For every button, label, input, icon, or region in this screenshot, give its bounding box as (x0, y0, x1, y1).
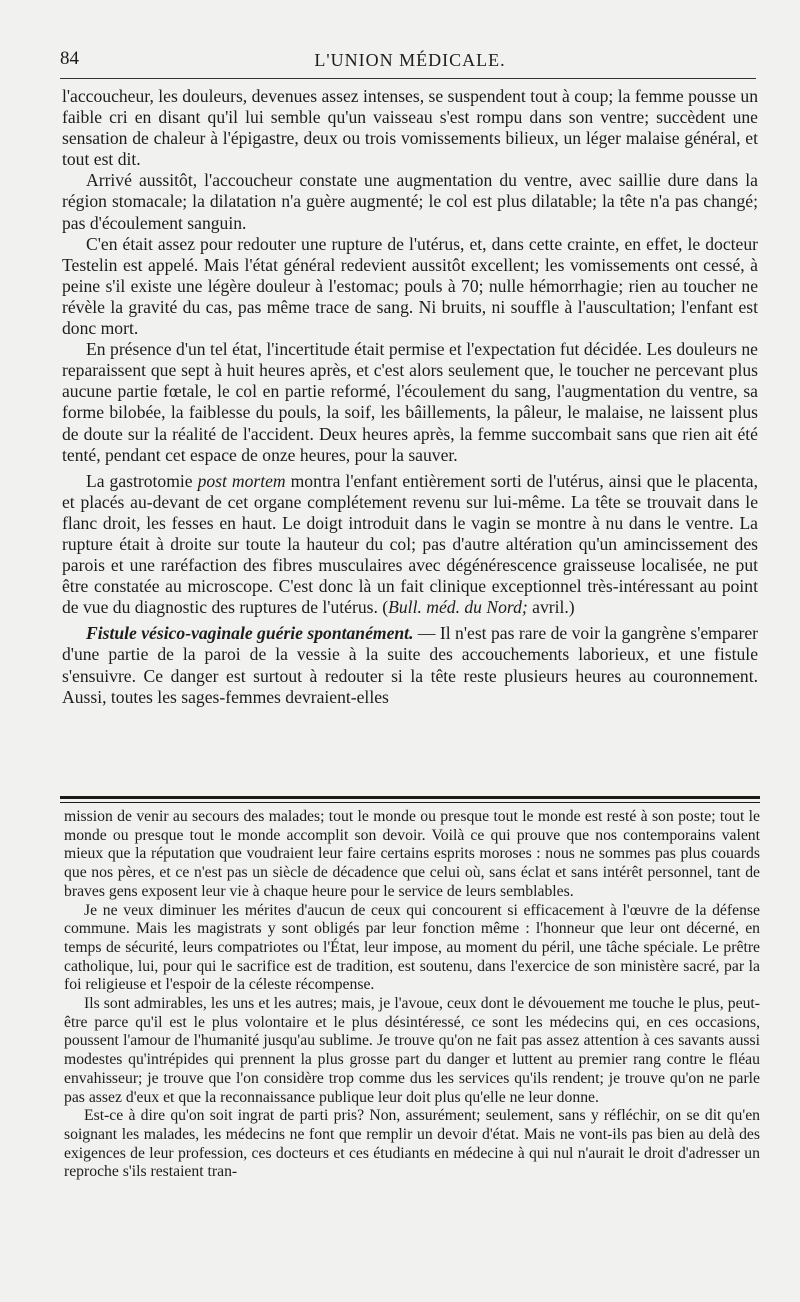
header-rule (60, 78, 756, 79)
paragraph: Ils sont admirables, les uns et les autres; mais, je l'avoue, ceux dont le dévouement me touche le plus, peut-être parce qu'il est le plus volontaire et le plus désintéressé, ce sont les médecins qui, en ces occasions, poussent l'amour de l'humanité jusqu'au sublime. Je trouve qu'on ne fait pas assez attention à ces savants aussi modestes qu'intrépides qui prennent la plus grosse part du danger et luttent au premier rang contre le fléau envahisseur; je trouve que l'on considère trop comme dus les services qu'ils rendent; je trouve qu'on ne parle pas assez d'eux et que la reconnaissance publique leur doit plus qu'elle ne leur donne. (64, 995, 760, 1106)
main-column (62, 86, 758, 708)
text-run: La gastrotomie (86, 470, 198, 491)
running-title: L'UNION MÉDICALE. (314, 50, 506, 70)
section-runin-heading: Fistule vésico-vaginale guérie spontanément. (86, 623, 414, 644)
italic-term: post mortem (197, 470, 286, 491)
paragraph (62, 623, 758, 707)
feuilleton-separator-thin (60, 802, 760, 803)
paragraph: En présence d'un tel état, l'incertitude était permise et l'expectation fut décidée. Les douleurs ne reparaissent que sept à huit heures après, et c'est alors seulement que, le toucher ne percevant plus aucune partie fœtale, le col en partie reformé, l'écoulement du sang, l'augmentation du ventre, sa forme bilobée, la faiblesse du pouls, la soif, les bâillements, la pâleur, le malaise, ne laissent plus de doute sur la réalité de l'accident. Deux heures après, la femme succombait sans que rien ait été tenté, pendant cet espace de onze heures, pour la sauver. (62, 339, 758, 465)
page-number: 84 (60, 48, 79, 69)
paragraph: mission de venir au secours des malades; tout le monde ou presque tout le monde est resté à son poste; tout le monde ou presque tout le monde accomplit son devoir. Voilà ce qui prouve que nos contemporains valent mieux que la réputation que voudraient leur faire certains esprits moroses : nous ne sommes pas plus couards que nos pères, et ce n'est pas un siècle de décadence que celui où, sans éclat et sans intérêt personnel, tant de braves gens exposent leur vie à chaque heure pour le service de leurs semblables. (64, 808, 760, 900)
paragraph: l'accoucheur, les douleurs, devenues assez intenses, se suspendent tout à coup; la femme pousse un faible cri en disant qu'il lui semble qu'un vaisseau s'est rompu dans son ventre; succèdent une sensation de chaleur à l'épigastre, deux ou trois vomissements bilieux, un léger malaise général, et tout est dit. (62, 86, 758, 170)
text-run: avril.) (527, 597, 575, 618)
citation: Bull. méd. du Nord; (388, 597, 528, 618)
feuilleton-column (64, 808, 760, 1182)
paragraph: Je ne veux diminuer les mérites d'aucun de ceux qui concourent si efficacement à l'œuvre de la défense commune. Mais les magistrats y sont obligés par leur fonction même : l'honneur que leur ont décerné, en temps de sécurité, leurs compatriotes ou l'État, leur impose, au moment du péril, une tâche spéciale. Le prêtre catholique, lui, pour qui le sacrifice est de tradition, est soutenu, dans l'exercice de son ministère sacré, par la foi religieuse et l'espoir de la céleste récompense. (64, 901, 760, 994)
paragraph: Est-ce à dire qu'on soit ingrat de parti pris? Non, assurément; seulement, sans y réfléchir, on se dit qu'en soignant les malades, les médecins ne font que remplir un devoir d'état. Mais ne vont-ils pas bien au delà des exigences de leur profession, ces docteurs et ces étudiants en médecine à qui nul n'aurait le droit d'adresser un reproche s'ils restaient tran- (64, 1107, 760, 1181)
text-run: montra l'enfant entièrement sorti de l'utérus, ainsi que le placenta, et placés au-devant de cet organe complétement revenu sur lui-même. La tête se trouvait dans le flanc droit, les fesses en haut. Le doigt introduit dans le vagin se montre à nu dans le ventre. La rupture était à droite sur toute la hauteur du col; pas d'autre altération qu'un amincissement des parois et une raréfaction des fibres musculaires avec dégénérescence graisseuse localisée, ne put être constatée au microscope. C'est donc là un fait clinique exceptionnel très-intéressant au point de vue du diagnostic des ruptures de l'utérus. ( (62, 470, 758, 618)
feuilleton-separator (60, 796, 760, 799)
paragraph: C'en était assez pour redouter une rupture de l'utérus, et, dans cette crainte, en effet, le docteur Testelin est appelé. Mais l'état général redevient aussitôt excellent; les vomissements ont cessé, à peine s'il existe une légère douleur à l'estomac; pouls à 70; nulle hémorrhagie; rien au toucher ne révèle la gravité du cas, pas même trace de sang. Ni bruits, ni souffle à l'auscultation; l'enfant est donc mort. (62, 233, 758, 339)
page-header (60, 48, 760, 78)
text-run: — Il n'est pas rare de voir la gangrène s'emparer d'une partie de la paroi de la vessie à la suite des accouchements laborieux, et une fistule s'ensuivre. Ce danger est surtout à redouter si la tête reste plusieurs heures au couronnement. Aussi, toutes les sages-femmes devraient-elles (62, 623, 758, 707)
paragraph (62, 471, 758, 619)
paragraph: Arrivé aussitôt, l'accoucheur constate une augmentation du ventre, avec saillie dure dans la région stomacale; la dilatation n'a guère augmenté; le col est plus dilatable; la tête n'a pas changé; pas d'écoulement sanguin. (62, 170, 758, 233)
